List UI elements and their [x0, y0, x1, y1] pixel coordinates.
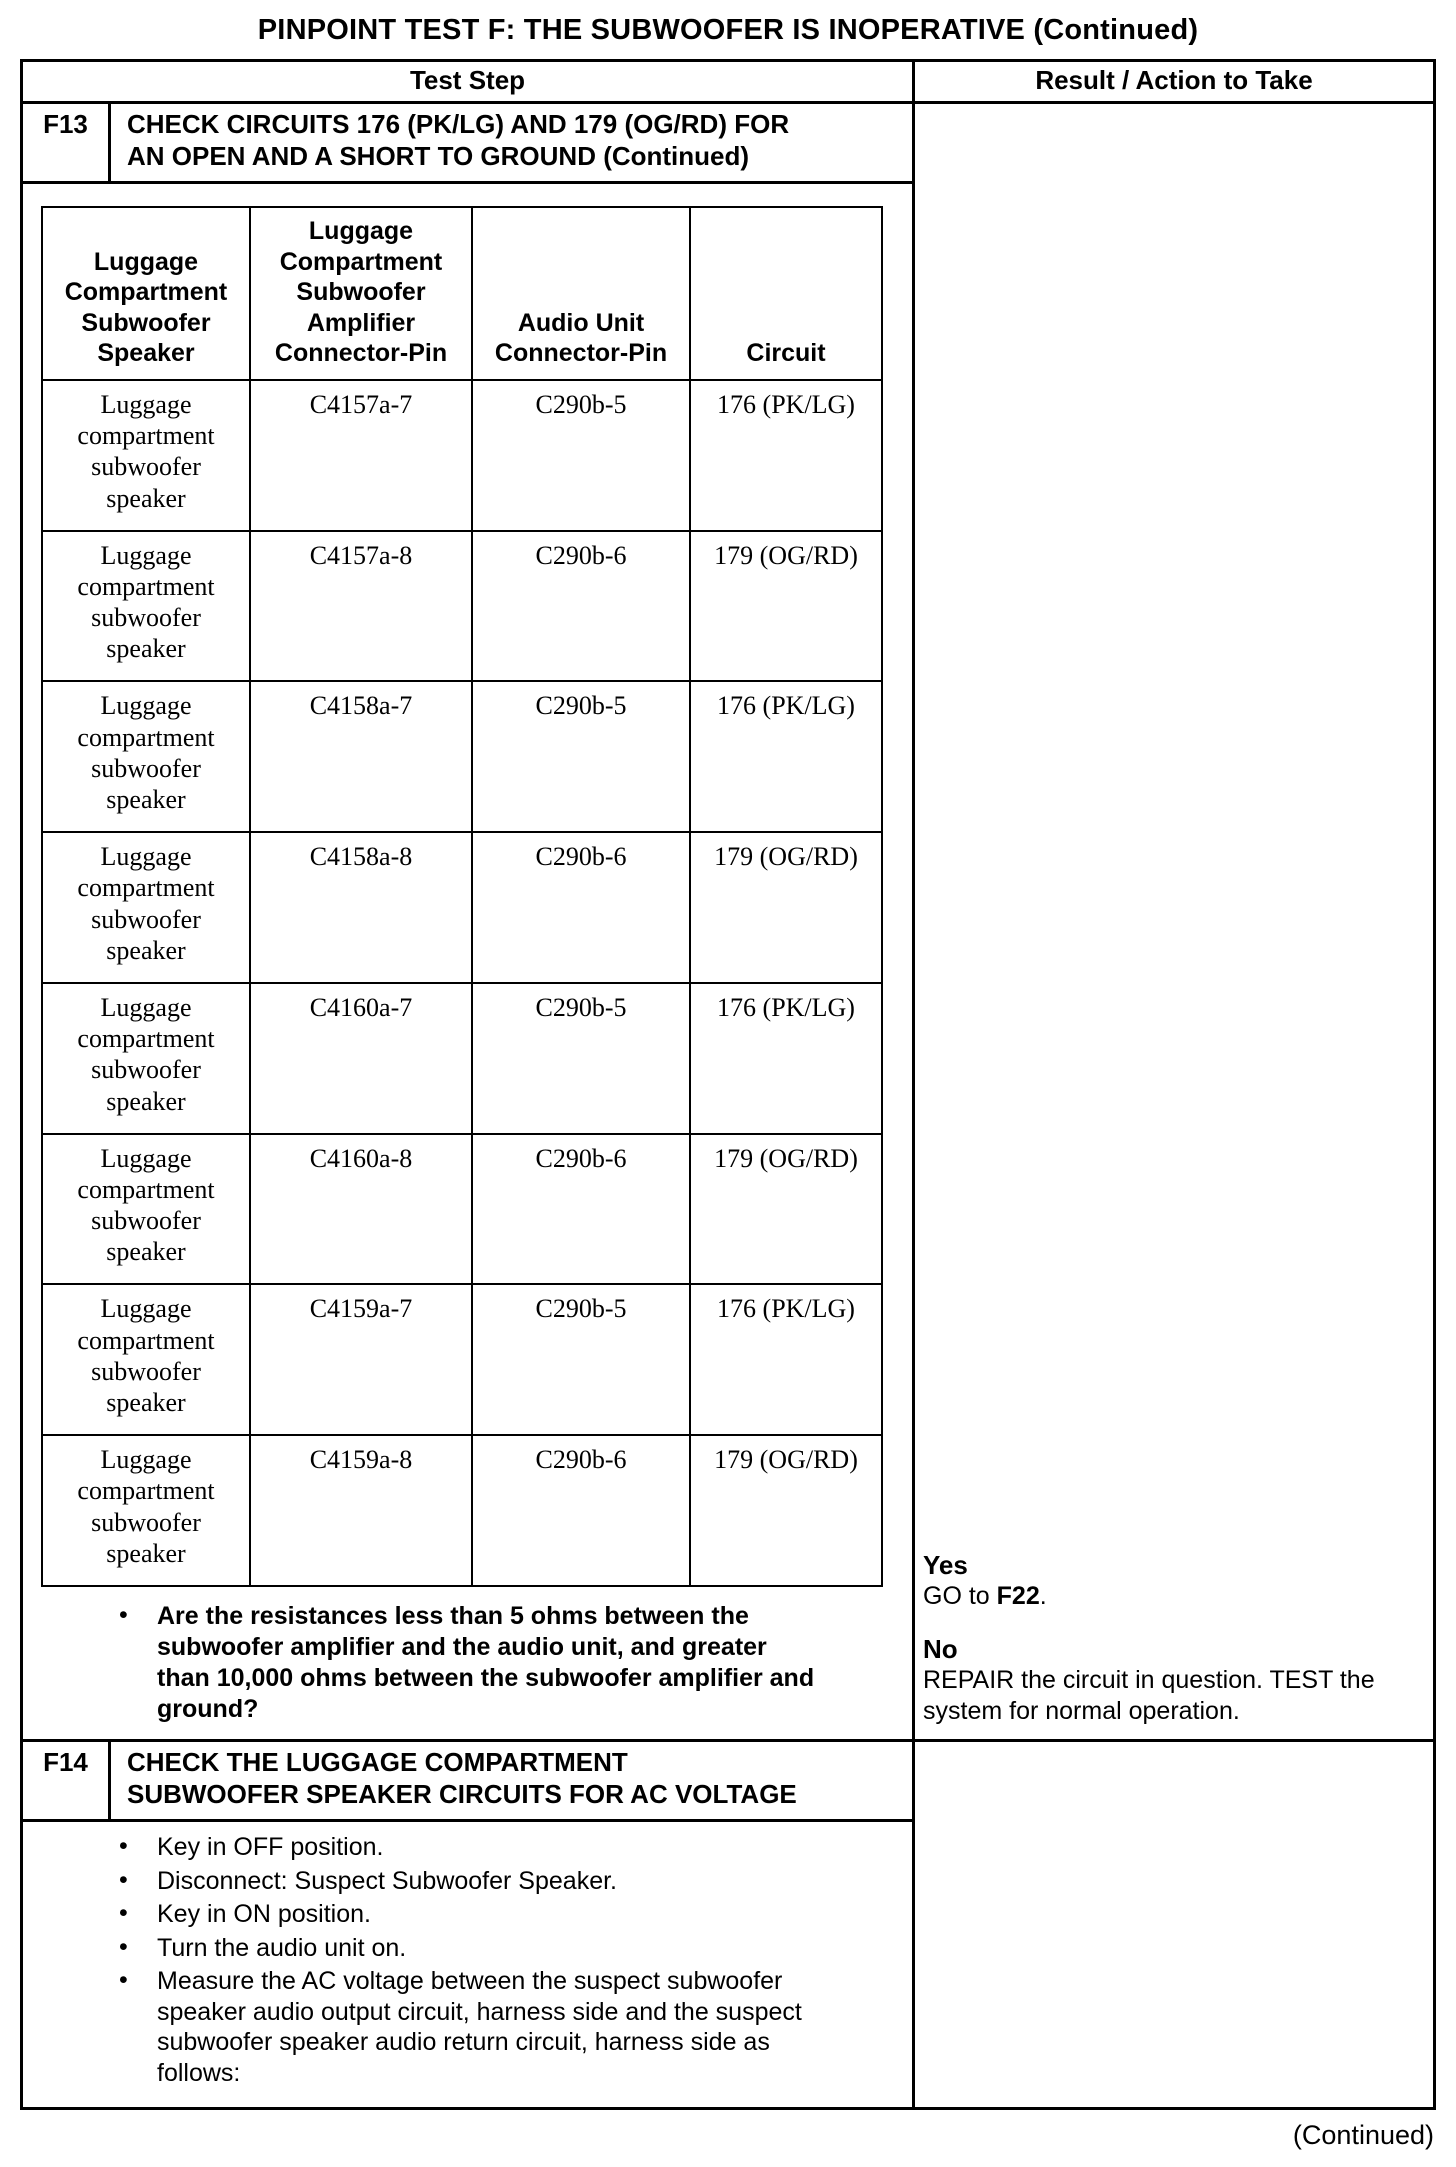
cell-audio-pin: C290b-5 — [472, 380, 690, 531]
bullet-icon — [119, 1601, 157, 1725]
instruction-text: Key in OFF position. — [157, 1833, 384, 1862]
step-f14-test-cell — [23, 1739, 915, 2107]
page-title: PINPOINT TEST F: THE SUBWOOFER IS INOPERATIVE (Continued) — [257, 14, 1199, 46]
connector-pin-table — [41, 206, 883, 1587]
cell-speaker: Luggage compartment subwoofer speaker — [42, 832, 250, 983]
instruction-item — [23, 1832, 912, 1863]
table-row — [42, 1134, 882, 1285]
cell-amplifier-pin: C4158a-7 — [250, 681, 472, 832]
cell-amplifier-pin: C4157a-8 — [250, 531, 472, 682]
table-row — [42, 1435, 882, 1586]
cell-circuit: 176 (PK/LG) — [690, 681, 882, 832]
pin-table-header-row — [42, 207, 882, 380]
bullet-icon — [119, 1832, 157, 1863]
result-no-label: No — [923, 1633, 958, 1664]
bullet-icon — [119, 1899, 157, 1930]
instruction-text: Turn the audio unit on. — [157, 1933, 407, 1962]
bullet-icon — [119, 1866, 157, 1897]
result-yes-label: Yes — [923, 1549, 968, 1580]
step-f13-question-item — [23, 1601, 912, 1725]
cell-speaker: Luggage compartment subwoofer speaker — [42, 681, 250, 832]
table-row — [42, 983, 882, 1134]
cell-circuit: 176 (PK/LG) — [690, 380, 882, 531]
cell-circuit: 179 (OG/RD) — [690, 1134, 882, 1285]
cell-amplifier-pin: C4158a-8 — [250, 832, 472, 983]
cell-audio-pin: C290b-5 — [472, 681, 690, 832]
bullet-icon — [119, 1966, 157, 2088]
table-row — [42, 1284, 882, 1435]
step-f13-result-cell — [915, 104, 1433, 1739]
cell-speaker: Luggage compartment subwoofer speaker — [42, 1134, 250, 1285]
step-f14-title: CHECK THE LUGGAGE COMPARTMENT SUBWOOFER SPEAKER CIRCUITS FOR AC VOLTAGE — [127, 1746, 797, 1809]
pin-table-header-circuit: Circuit — [690, 207, 882, 380]
step-f13-header — [23, 104, 912, 184]
cell-circuit: 176 (PK/LG) — [690, 1284, 882, 1435]
table-row — [42, 681, 882, 832]
document-page — [20, 14, 1436, 2151]
pin-table-header-amplifier-pin: Luggage Compartment Subwoofer Amplifier Connector-Pin — [250, 207, 472, 380]
cell-speaker: Luggage compartment subwoofer speaker — [42, 1284, 250, 1435]
instruction-text: Measure the AC voltage between the suspect subwoofer speaker audio output circuit, harness side and the suspect subwoofer speaker audio return circuit, harness side as follows: — [157, 1967, 802, 2087]
step-f13-title: CHECK CIRCUITS 176 (PK/LG) AND 179 (OG/RD) FOR AN OPEN AND A SHORT TO GROUND (Continued) — [127, 109, 790, 171]
pinpoint-test-table — [20, 59, 1436, 2110]
cell-amplifier-pin: C4160a-8 — [250, 1134, 472, 1285]
bullet-icon — [119, 1933, 157, 1964]
result-yes-prefix: GO to — [923, 1581, 997, 1610]
step-f13-test-cell — [23, 104, 915, 1739]
cell-audio-pin: C290b-5 — [472, 1284, 690, 1435]
instruction-item — [23, 1933, 912, 1964]
instruction-text: Key in ON position. — [157, 1900, 371, 1929]
cell-circuit: 176 (PK/LG) — [690, 983, 882, 1134]
pin-table-header-audio-pin: Audio Unit Connector-Pin — [472, 207, 690, 380]
step-f14-result-cell — [915, 1739, 1433, 2107]
step-f13-question: Are the resistances less than 5 ohms between the subwoofer amplifier and the audio unit, and greater than 10,000 ohms between the subwoofer amplifier and ground? — [157, 1601, 815, 1723]
column-header-test-step: Test Step — [23, 62, 915, 104]
instruction-item — [23, 1866, 912, 1897]
cell-audio-pin: C290b-6 — [472, 832, 690, 983]
cell-audio-pin: C290b-6 — [472, 531, 690, 682]
column-header-result: Result / Action to Take — [915, 62, 1433, 104]
result-yes-action — [923, 1581, 1418, 1612]
cell-amplifier-pin: C4160a-7 — [250, 983, 472, 1134]
cell-circuit: 179 (OG/RD) — [690, 1435, 882, 1586]
cell-speaker: Luggage compartment subwoofer speaker — [42, 983, 250, 1134]
instruction-text: Disconnect: Suspect Subwoofer Speaker. — [157, 1866, 617, 1895]
cell-circuit: 179 (OG/RD) — [690, 832, 882, 983]
continued-note: (Continued) — [1292, 2120, 1434, 2151]
instruction-item — [23, 1966, 912, 2088]
step-f14-header — [23, 1742, 912, 1822]
cell-circuit: 179 (OG/RD) — [690, 531, 882, 682]
cell-audio-pin: C290b-5 — [472, 983, 690, 1134]
cell-amplifier-pin: C4159a-8 — [250, 1435, 472, 1586]
table-row — [42, 832, 882, 983]
cell-audio-pin: C290b-6 — [472, 1134, 690, 1285]
step-f13-code: F13 — [23, 104, 111, 181]
step-f14-code: F14 — [23, 1742, 111, 1819]
instruction-item — [23, 1899, 912, 1930]
result-yes-code: F22 — [996, 1581, 1040, 1610]
cell-speaker: Luggage compartment subwoofer speaker — [42, 380, 250, 531]
result-no-action: REPAIR the circuit in question. TEST the system for normal operation. — [923, 1665, 1375, 1725]
cell-speaker: Luggage compartment subwoofer speaker — [42, 1435, 250, 1586]
cell-audio-pin: C290b-6 — [472, 1435, 690, 1586]
cell-amplifier-pin: C4159a-7 — [250, 1284, 472, 1435]
table-row — [42, 531, 882, 682]
pin-table-header-speaker: Luggage Compartment Subwoofer Speaker — [42, 207, 250, 380]
cell-amplifier-pin: C4157a-7 — [250, 380, 472, 531]
step-f14-instructions — [23, 1822, 912, 2107]
table-row — [42, 380, 882, 531]
cell-speaker: Luggage compartment subwoofer speaker — [42, 531, 250, 682]
result-yes-suffix: . — [1039, 1581, 1047, 1610]
